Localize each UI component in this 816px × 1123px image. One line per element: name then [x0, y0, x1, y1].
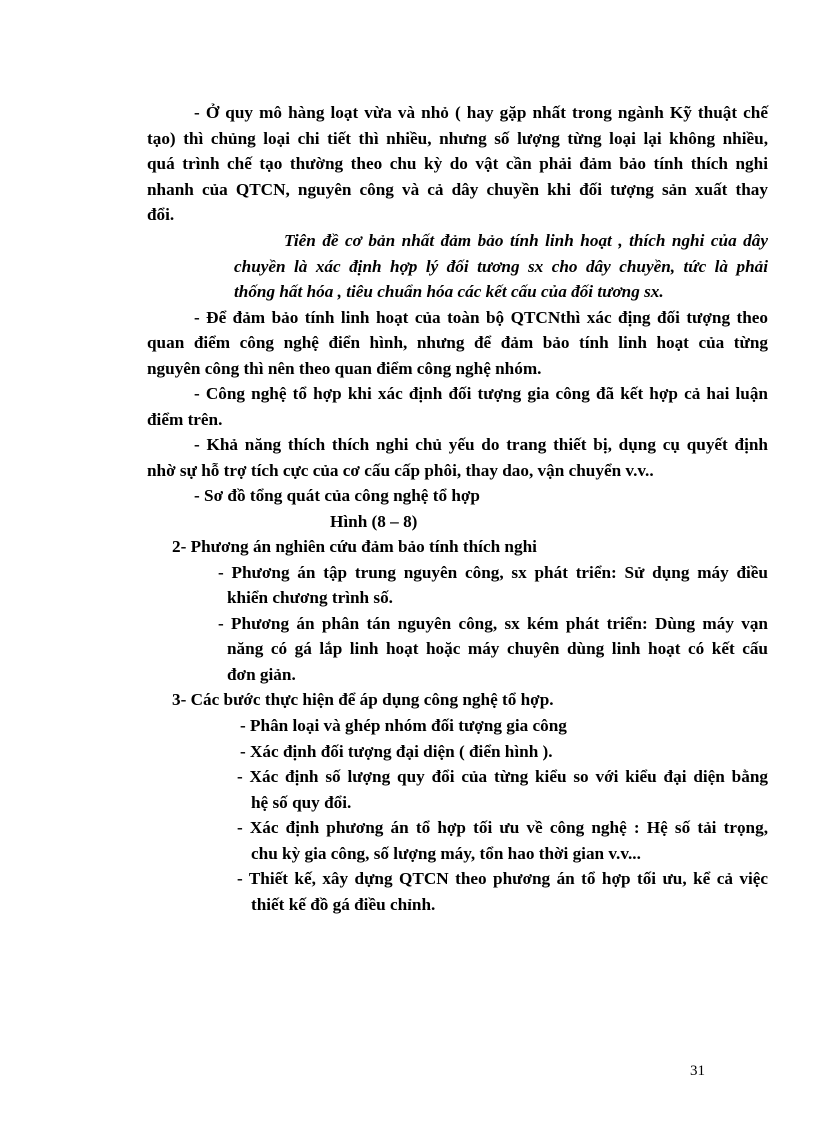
section-3-step-5-line-1: - Thiết kế, xây dựng QTCN theo phương án tổ hợp tối ưu, kể cả việc — [237, 869, 768, 888]
section-3-step-2: - Xác định đối tượng đại diện ( điển hình ). — [240, 742, 553, 761]
paragraph-1-line-2: tạo) thì chủng loại chi tiết thì nhiều, nhưng số lượng từng loại lại không nhiều, — [147, 129, 768, 148]
paragraph-4-line-1: - Khả năng thích thích nghi chủ yếu do trang thiết bị, dụng cụ quyết định — [194, 435, 768, 454]
page-number: 31 — [690, 1063, 705, 1079]
section-3-step-5-line-2: thiết kế đồ gá điều chỉnh. — [251, 895, 436, 914]
figure-reference: Hình (8 – 8) — [330, 512, 418, 531]
premise-line-1: Tiên đề cơ bản nhất đảm bảo tính linh hoạt , thích nghi của dây — [284, 231, 768, 250]
section-3-step-4-line-1: - Xác định phương án tổ hợp tối ưu về công nghệ : Hệ số tải trọng, — [237, 818, 768, 837]
section-2-item-2-line-3: đơn giản. — [227, 665, 296, 684]
paragraph-1-line-1: - Ở quy mô hàng loạt vừa và nhỏ ( hay gặp nhất trong ngành Kỹ thuật chế — [194, 103, 768, 122]
section-3-heading: 3- Các bước thực hiện để áp dụng công nghệ tổ hợp. — [172, 690, 554, 709]
diagram-line: - Sơ đồ tổng quát của công nghệ tổ hợp — [194, 486, 480, 505]
section-2-heading: 2- Phương án nghiên cứu đảm bảo tính thích nghi — [172, 537, 537, 556]
paragraph-1-line-5: đổi. — [147, 205, 175, 224]
section-3-step-3-line-1: - Xác định số lượng quy đổi của từng kiểu so với kiểu đại diện bằng — [237, 767, 768, 786]
section-2-item-1-line-1: - Phương án tập trung nguyên công, sx phát triển: Sử dụng máy điều — [218, 563, 768, 582]
paragraph-3-line-2: điểm trên. — [147, 410, 223, 429]
section-3-step-4-line-2: chu kỳ gia công, số lượng máy, tổn hao thời gian v.v... — [251, 844, 641, 863]
section-3-step-3-line-2: hệ số quy đổi. — [251, 793, 352, 812]
paragraph-2-line-3: nguyên công thì nên theo quan điểm công nghệ nhóm. — [147, 359, 542, 378]
paragraph-2-line-1: - Để đảm bảo tính linh hoạt của toàn bộ QTCNthì xác địng đối tượng theo — [194, 308, 768, 327]
section-2-item-1-line-2: khiển chương trình số. — [227, 588, 393, 607]
section-3-step-1: - Phân loại và ghép nhóm đối tượng gia công — [240, 716, 567, 735]
premise-line-3: thống hất hóa , tiêu chuẩn hóa các kết cấu của đối tương sx. — [234, 282, 664, 301]
paragraph-3-line-1: - Công nghệ tổ hợp khi xác định đối tượng gia công đã kết hợp cả hai luận — [194, 384, 768, 403]
paragraph-1-line-4: nhanh của QTCN, nguyên công và cả dây chuyền khi đối tượng sản xuất thay — [147, 180, 768, 199]
paragraph-2-line-2: quan điểm công nghệ điển hình, nhưng để đảm bảo tính linh hoạt của từng — [147, 333, 768, 352]
section-2-item-2-line-1: - Phương án phân tán nguyên công, sx kém phát triển: Dùng máy vạn — [218, 614, 768, 633]
paragraph-4-line-2: nhờ sự hỗ trợ tích cực của cơ cấu cấp phôi, thay dao, vận chuyển v.v.. — [147, 461, 654, 480]
premise-line-2: chuyền là xác định hợp lý đối tương sx cho dây chuyền, tức là phải — [234, 257, 768, 276]
paragraph-1-line-3: quá trình chế tạo thường theo chu kỳ do vật cần phải đảm bảo tính thích nghi — [147, 154, 768, 173]
section-2-item-2-line-2: năng có gá lắp linh hoạt hoặc máy chuyên dùng linh hoạt có kết cấu — [227, 639, 768, 658]
